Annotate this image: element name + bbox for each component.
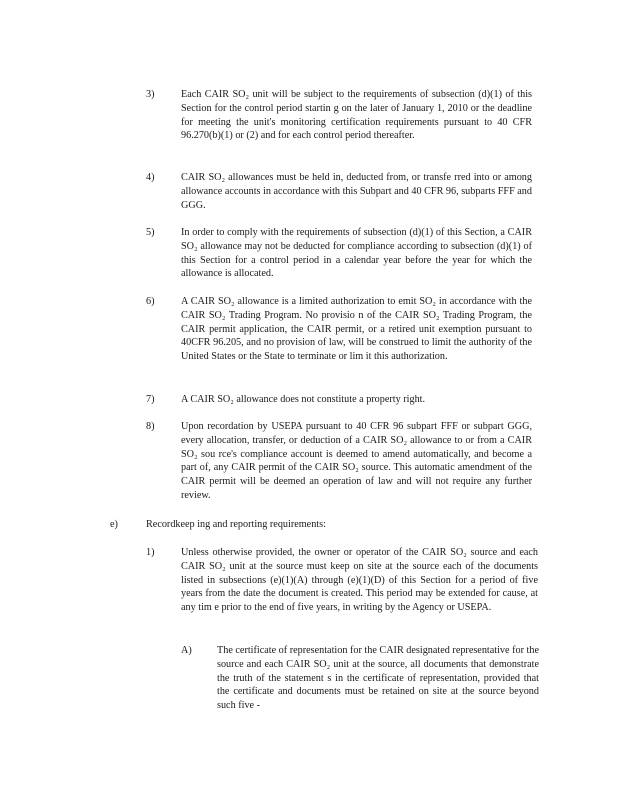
item-text: Upon recordation by USEPA pursuant to 40 CFR 96 subpart FFF or subpart GGG, every allocation, transfer, or deduction of a CAIR SO₂ allowance to or from a CAIR SO₂ sou rce's compliance account is deemed to amend automatically, and become a part of, any CAIR permit of the CAIR SO₂ source. This automatic amendment of the CAIR permit will be deemed an operation of law and will not require any further review.	[181, 421, 532, 501]
item-number: 5)	[146, 227, 155, 238]
item-number: 7)	[146, 394, 155, 405]
item-text: In order to comply with the requirements of subsection (d)(1) of this Section, a CAIR SO₂ allowance may not be deducted for compliance according to subsection (d)(1) of this Section for a control period in a calendar year before the year for which the allowance is allocated.	[181, 227, 532, 280]
item-number: 6)	[146, 296, 155, 307]
item-text: A CAIR SO₂ allowance does not constitute a property right.	[181, 394, 426, 405]
item-text: A CAIR SO₂ allowance is a limited authorization to emit SO₂ in accordance with the CAIR SO₂ Trading Program. No provisio n of the CAIR SO₂ Trading Program, the CAIR permit application, the CAIR permit, or a retired unit exemption pursuant to 40CFR 96.205, and no provision of law, will be construed to limit the authority of the United States or the State to terminate or lim it this authorization.	[181, 296, 532, 363]
item-text: Each CAIR SO₂ unit will be subject to the requirements of subsection (d)(1) of this Section for the control period startin g on the later of January 1, 2010 or the deadline for meeting the unit's monitoring certification requirements pursuant to 40 CFR 96.270(b)(1) or (2) and for each control period thereafter.	[181, 89, 532, 142]
section-heading: Recordkeep ing and reporting requirements:	[146, 519, 326, 530]
item-number: 3)	[146, 89, 155, 100]
item-text: CAIR SO₂ allowances must be held in, deducted from, or transfe rred into or among allowance accounts in accordance with this Subpart and 40 CFR 96, subparts FFF and GGG.	[181, 172, 532, 211]
item-number: A)	[181, 645, 192, 656]
item-number: 8)	[146, 421, 155, 432]
section-label: e)	[110, 519, 118, 530]
item-number: 4)	[146, 172, 155, 183]
item-text: The certificate of representation for the CAIR designated representative for the source and each CAIR SO₂ unit at the source, all documents that demonstrate the truth of the statement s in the certificate of representation, provided that the certificate and documents must be retained on site at the source beyond such five -	[217, 645, 539, 712]
item-text: Unless otherwise provided, the owner or operator of the CAIR SO₂ source and each CAIR SO₂ unit at the source must keep on site at the source each of the documents listed in subsections (e)(1)(A) through (e)(1)(D) of this Section for a period of five years from the date the document is created. This period may be extended for cause, at any tim e prior to the end of five years, in writing by the Agency or USEPA.	[181, 547, 538, 614]
item-number: 1)	[146, 547, 155, 558]
